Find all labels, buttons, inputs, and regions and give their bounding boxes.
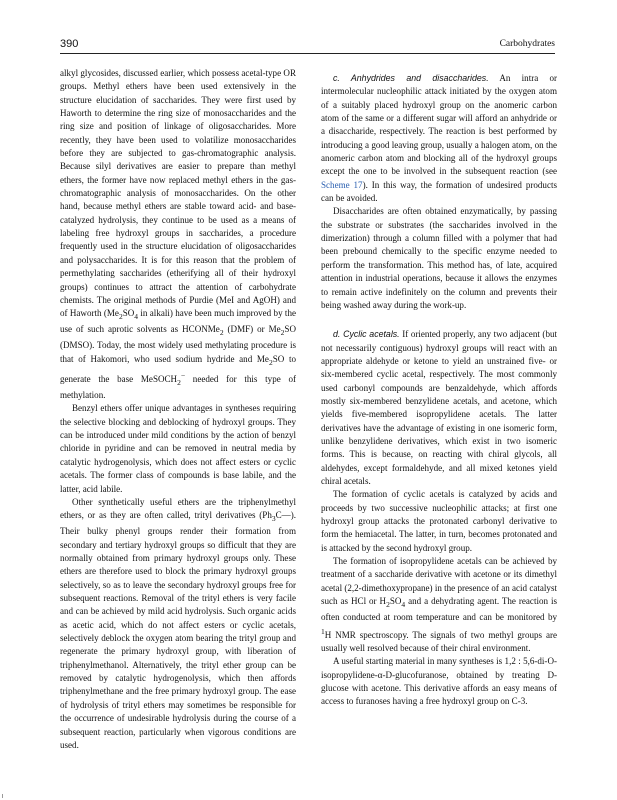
text: If oriented properly, any two adjacent (but not necessarily contiguous) hydroxyl groups will react with an appropriate aldehyde or ketone to yield an unstrained five- or six-membered cyclic acetal, respectively. The most commonly used carbonyl compounds are benzaldehyde, which affords mostly six-membered benzylidene acetals, and acetone, which yields five-membered isopropylidene acetals. The latter derivatives have the advantage of existing in one isomeric form, unlike benzylidene derivatives, which exist in two isomeric forms. This is because, on reacting with chiral glycols, all aldehydes, except formaldehyde, and all mixed ketones yield chiral acetals.: [321, 329, 558, 486]
subscript: 3: [271, 514, 276, 523]
right-column: [321, 67, 557, 709]
text: needed for this type of methylation.: [60, 373, 296, 401]
subscript: 2: [386, 599, 390, 609]
subscript: 4: [134, 311, 139, 321]
paragraph-enzymatic: Disaccharides are often obtained enzymatically, by passing the substrate or substrates (the saccharides involved in the dimerization) through a column filled with a polymer that had been prebound chemically to the specific enzyme needed to perform the transformation. This method has, of late, acquired attention in industrial operations, because it allows the enzymes to remain active indefinitely on the column and prevents their being washed away during the work-up.: [321, 206, 557, 310]
page-number: 390: [60, 38, 79, 50]
text: Other synthetically useful ethers are the triphenylmethyl ethers, or as they are often called, trityl derivatives (Ph: [60, 496, 296, 521]
paragraph-benzyl-ethers: Benzyl ethers offer unique advantages in syntheses requiring the selective blocking and deblocking of hydroxyl groups. They can be introduced under mild conditions by the action of benzyl chloride in pyridine and can be removed in neutral media by catalytic hydrogenolysis, which does not affect esters or cyclic acetals. The former class of compounds is base labile, and the latter, acid labile.: [60, 403, 296, 494]
text: SO to generate the base MeSOCH: [60, 353, 296, 384]
text: and a dehydrating agent. The reaction is often conducted at room temperature and can be monitored by: [321, 596, 557, 623]
subscript: 4: [401, 599, 406, 609]
header-rule: [60, 53, 555, 54]
text: H NMR spectroscopy. The signals of two methyl groups are usually well resolved because of their chiral environment.: [321, 629, 557, 653]
paragraph-isopropylidene: [321, 555, 557, 655]
paragraph-anhydrides: [321, 72, 557, 205]
paragraph-trityl-ethers: [60, 496, 296, 752]
subscript: 2: [118, 311, 123, 321]
text: The formation of isopropylidene acetals can be achieved by treatment of a saccharide derivative with acetone or its dimethyl acetal (2,2-dimethoxypropane) in the presence of an acid catalyst such as HCl or H: [321, 556, 557, 607]
text: C—). Their bulky phenyl groups render their formation from secondary and tertiary hydroxyl groups so difficult that they are normally obtained from primary hydroxyl groups only. These ethers are therefore used to block the primary hydroxyl groups selectively, so as to leave the secondary hydroxyl groups free for subsequent reactions. Removal of the trityl ethers is very facile and can be achieved by mild acid hydrolysis. Such organic acids as acetic acid, which do not affect esters or cyclic acetals, selectively deblock the oxygen atom bearing the trityl group and regenerate the primary hydroxyl group, with liberation of triphenylmethanol. Alternatively, the trityl ether group can be removed by catalytic hydrogenolysis, which then affords triphenylmethane and the free primary hydroxyl group. The ease of hydrolysis of trityl ethers may sometimes be responsible for the occurrence of undesirable hydrolysis during the course of a subsequent reaction, particularly when vigorous conditions are used.: [60, 510, 296, 750]
superscript: 1: [321, 626, 325, 636]
paragraph-starting-material: A useful starting material in many syntheses is 1,2 : 5,6-di-O-isopropylidene-α-D-glucofuranose, obtained by treating D-glucose with acetone. This derivative affords an easy means of access to furanoses having a free hydroxyl group on C-3.: [321, 656, 557, 707]
text: alkyl glycosides, discussed earlier, which possess acetal-type OR groups. Methyl ethers have been used extensively in the structure elucidation of saccharides. They were first used by Haworth to determine the ring size of monosaccharides and the ring size and position of linkage of oligosaccharides. More recently, they have been used to volatilize monosaccharides before they are subjected to gas-chromatographic analysis. Because silyl derivatives are easier to prepare than methyl ethers, the former have now replaced methyl ethers in the gas-chromatographic analysis of monosaccharides. On the other hand, because methyl ethers are stable toward acid- and base-catalyzed hydrolysis, they continue to be used as a means of labeling free hydroxyl groups in saccharides, a procedure frequently used in the structure elucidation of oligosaccharides and polysaccharides. It is for this reason that the problem of permethylating saccharides (etherifying all of their hydroxyl groups) continues to attract the attention of carbohydrate chemists. The original methods of Purdie (MeI and AgOH) and of Haworth (Me: [60, 68, 296, 319]
left-column: [60, 67, 296, 752]
text: in alkali) have been much improved by the use of such aprotic solvents as HCONMe: [60, 308, 296, 335]
paragraph-methyl-ethers: [60, 67, 296, 402]
paragraph-acetal-formation: The formation of cyclic acetals is catalyzed by acids and proceeds by two successive nucleophilic attacks; at first one hydroxyl group attacks the protonated carbonyl derivative to form the hemiacetal. The latter, in turn, becomes protonated and is attacked by the second hydroxyl group.: [321, 489, 557, 553]
text: SO (DMSO). Today, the most widely used methylating procedure is that of Hakomori, who used sodium hydride and Me: [60, 324, 296, 364]
superscript: −: [180, 370, 186, 380]
section-heading-anhydrides: c. Anhydrides and disaccharides.: [333, 73, 489, 83]
text: ). In this way, the formation of undesired products can be avoided.: [321, 179, 557, 204]
page-edge-mark: [2, 794, 3, 798]
subscript: 2: [219, 328, 224, 338]
subscript: 2: [268, 357, 273, 367]
running-title: Carbohydrates: [499, 39, 555, 49]
paragraph-cyclic-acetals: [321, 328, 557, 488]
subscript: 2: [280, 328, 285, 338]
section-heading-cyclic-acetals: d. Cyclic acetals.: [333, 329, 400, 340]
text: SO: [389, 596, 402, 607]
text: (DMF) or Me: [223, 324, 281, 335]
subscript: 2: [177, 377, 181, 387]
text: An intra or intermolecular nucleophilic attack initiated by the oxygen atom of a suitably placed hydroxyl group on the anomeric carbon atom of the same or a different sugar will afford an anhydride or a disaccharide, respectively. The reaction is best performed by introducing a good leaving group, usually a halogen atom, on the anomeric carbon atom and blocking all of the hydroxyl groups except the one to be involved in the subsequent reaction (see: [321, 73, 557, 177]
text: SO: [122, 308, 135, 319]
scheme-17-link[interactable]: Scheme 17: [321, 179, 363, 190]
